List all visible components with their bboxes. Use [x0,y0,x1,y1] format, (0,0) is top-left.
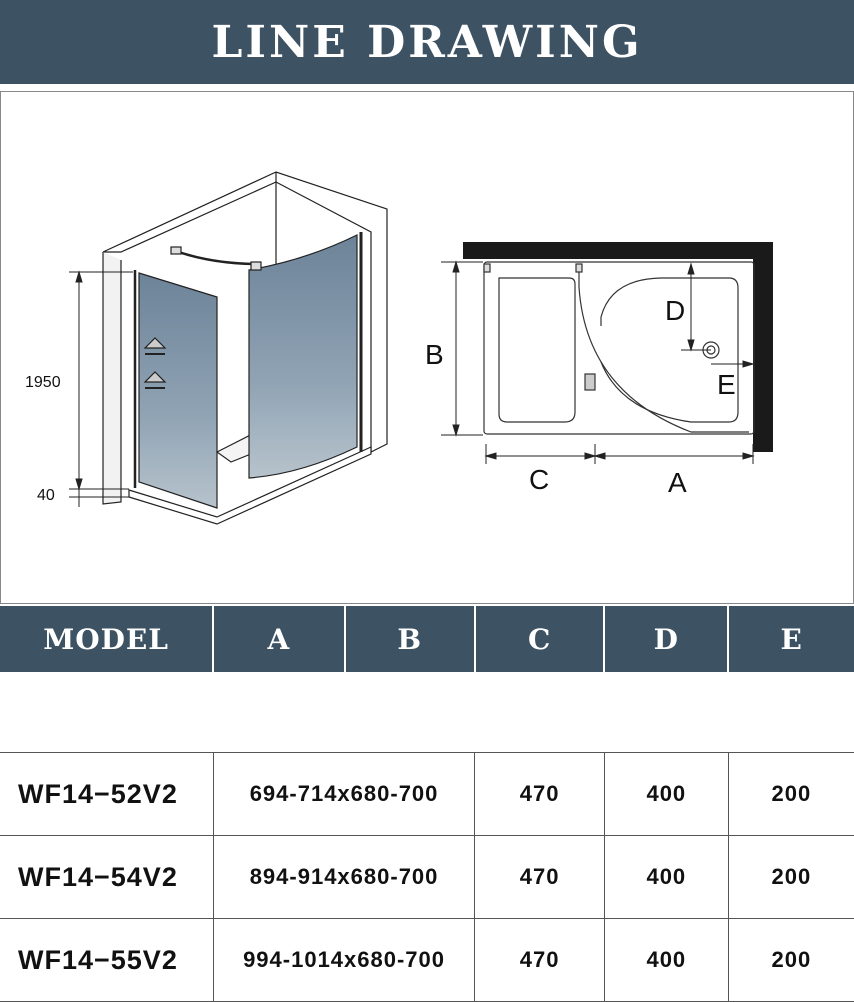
specification-table [0,606,854,1002]
dimension-e-label: E [717,369,736,400]
top-rail [173,250,259,264]
dimension-e-cell: 200 [728,836,854,919]
dimension-c-cell: 470 [475,836,605,919]
model-cell: WF14−54V2 [0,836,213,919]
dimension-e-cell: 200 [728,919,854,1002]
curved-glass-door [249,235,357,478]
table-row [0,836,854,919]
column-header-b: B [345,606,475,672]
table-header-row [0,606,854,672]
dimension-c-cell: 470 [475,919,605,1002]
dimension-a-label: A [668,467,687,498]
drawing-panel [0,91,854,604]
dimension-d-cell: 400 [604,753,728,836]
dimension-ab-cell: 694-714x680-700 [213,753,475,836]
dimension-d-cell: 400 [604,836,728,919]
shower-3d-view [103,172,387,524]
dimension-c-label: C [529,464,550,495]
dimension-d-cell: 400 [604,919,728,1002]
model-cell: WF14−55V2 [0,919,213,1002]
plan-back-wall [463,242,773,259]
dimension-c-cell: 470 [475,753,605,836]
table-row [0,753,854,836]
model-cell: WF14−52V2 [0,753,213,836]
plan-door-curve [579,264,749,432]
dimension-b-label: B [425,339,444,370]
dimension-ab-cell: 894-914x680-700 [213,836,475,919]
title-bar [0,0,854,84]
page-title: LINE DRAWING [211,16,643,68]
shower-plan-view [441,242,773,464]
fixed-glass-panel [139,273,217,508]
plan-side-wall [753,242,773,452]
column-header-c: C [475,606,605,672]
base-height-label: 40 [37,487,55,504]
dimension-e-cell: 200 [728,753,854,836]
dimension-ab-cell: 994-1014x680-700 [213,919,475,1002]
table-row [0,919,854,1002]
column-header-e: E [728,606,854,672]
column-header-d: D [604,606,728,672]
height-dimension [69,272,133,507]
column-header-model: MODEL [0,606,213,672]
column-header-a: A [213,606,344,672]
dimension-d-label: D [665,295,686,326]
line-drawing-svg [1,92,853,603]
height-label: 1950 [25,374,61,391]
